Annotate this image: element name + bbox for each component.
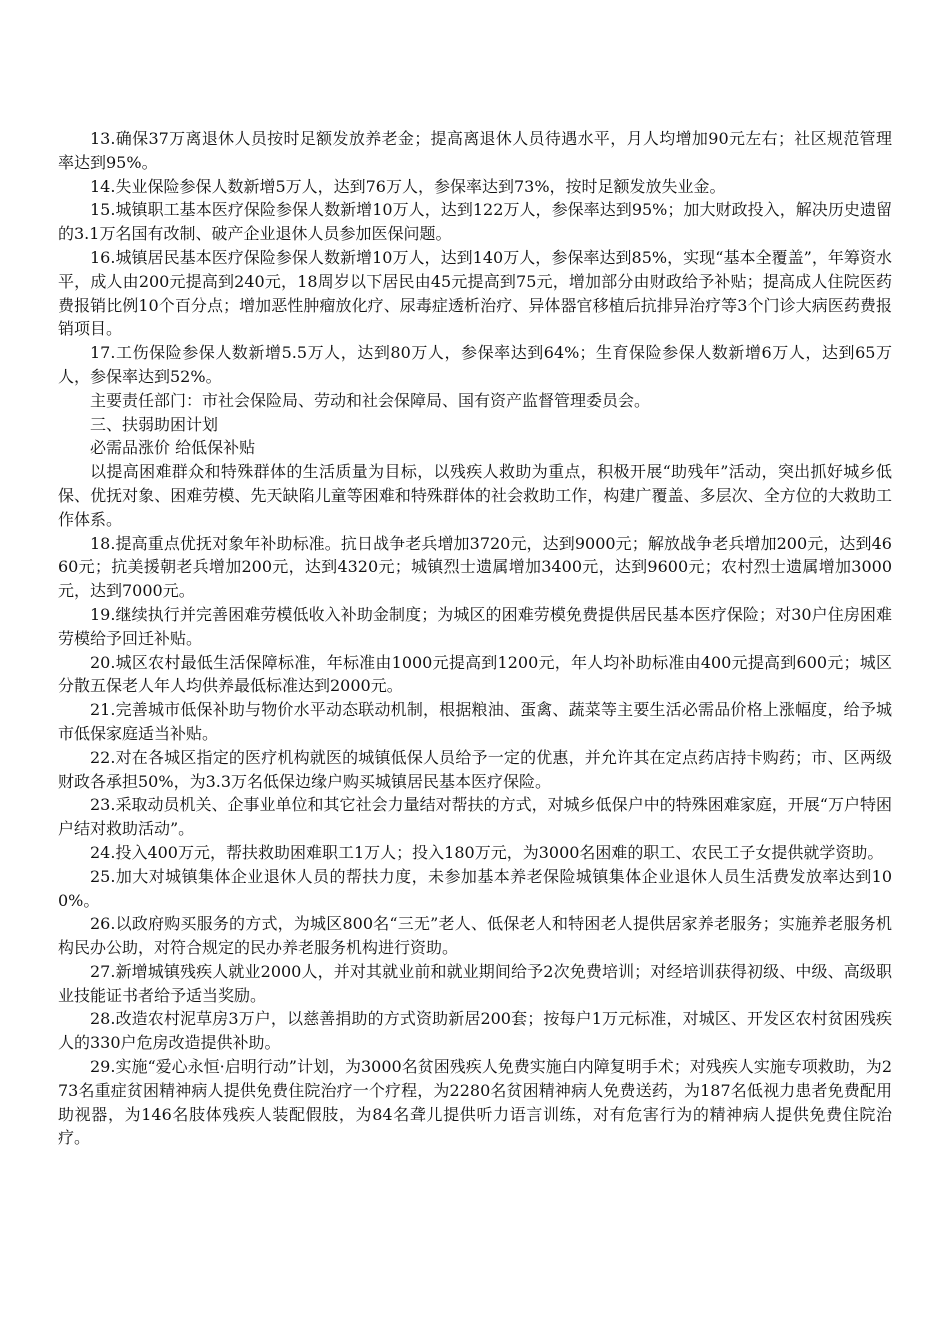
item-14-paragraph: 14.失业保险参保人数新增5万人，达到76万人，参保率达到73%，按时足额发放失业金。 <box>90 176 726 196</box>
item-22-paragraph: 22.对在各城区指定的医疗机构就医的城镇低保人员给予一定的优惠，并允许其在定点药店持卡购药；市、区两级财政各承担50%，为3.3万名低保边缘户购买城镇居民基本医疗保险。 <box>58 747 892 791</box>
section-intro-paragraph: 以提高困难群众和特殊群体的生活质量为目标，以残疾人救助为重点，积极开展“助残年”活动，突出抓好城乡低保、优抚对象、困难劳模、先天缺陷儿童等困难和特殊群体的社会救助工作，构建广覆盖、多层次、全方位的大救助工作体系。 <box>58 462 892 529</box>
item-16-paragraph: 16.城镇居民基本医疗保险参保人数新增10万人，达到140万人，参保率达到85%，实现“基本全覆盖”，年筹资水平，成人由200元提高到240元，18周岁以下居民由45元提高到75元，增加部分由财政给予补贴；提高成人住院医药费报销比例10个百分点；增加恶性肿瘤放化疗、尿毒症透析治疗、异体器官移植后抗排异治疗等3个门诊大病医药费报销项目。 <box>58 247 892 339</box>
item-27-paragraph: 27.新增城镇残疾人就业2000人，并对其就业前和就业期间给予2次免费培训；对经培训获得初级、中级、高级职业技能证书者给予适当奖励。 <box>58 961 892 1005</box>
responsible-departments-paragraph: 主要责任部门：市社会保险局、劳动和社会保障局、国有资产监督管理委员会。 <box>90 390 651 410</box>
item-23-paragraph: 23.采取动员机关、企事业单位和其它社会力量结对帮扶的方式，对城乡低保户中的特殊困难家庭，开展“万户特困户结对救助活动”。 <box>58 795 892 839</box>
item-24-paragraph: 24.投入400万元，帮扶救助困难职工1万人；投入180万元，为3000名困难的职工、农民工子女提供就学资助。 <box>90 842 884 862</box>
item-13-paragraph: 13.确保37万离退休人员按时足额发放养老金；提高离退休人员待遇水平，月人均增加90元左右；社区规范管理率达到95%。 <box>58 129 892 172</box>
item-18-paragraph: 18.提高重点优抚对象年补助标准。抗日战争老兵增加3720元，达到9000元；解放战争老兵增加200元，达到4660元；抗美援朝老兵增加200元，达到4320元；城镇烈士遗属增加3400元，达到9600元；农村烈士遗属增加3000元，达到7000元。 <box>58 533 892 601</box>
item-19-paragraph: 19.继续执行并完善困难劳模低收入补助金制度；为城区的困难劳模免费提供居民基本医疗保险；对30户住房困难劳模给予回迁补贴。 <box>58 604 892 648</box>
item-15-paragraph: 15.城镇职工基本医疗保险参保人数新增10万人，达到122万人，参保率达到95%；加大财政投入，解决历史遗留的3.1万名国有改制、破产企业退休人员参加医保问题。 <box>58 200 892 244</box>
item-21-paragraph: 21.完善城市低保补助与物价水平动态联动机制，根据粮油、蛋禽、蔬菜等主要生活必需品价格上涨幅度，给予城市低保家庭适当补贴。 <box>58 700 892 743</box>
item-17-paragraph: 17.工伤保险参保人数新增5.5万人，达到80万人，参保率达到64%；生育保险参保人数新增6万人，达到65万人，参保率达到52%。 <box>58 343 892 386</box>
item-28-paragraph: 28.改造农村泥草房3万户，以慈善捐助的方式资助新居200套；按每户1万元标准，对城区、开发区农村贫困残疾人的330户危房改造提供补助。 <box>58 1009 892 1053</box>
section-heading: 三、扶弱助困计划 <box>90 414 219 434</box>
document-body <box>58 127 892 1150</box>
sub-heading: 必需品涨价 给低保补贴 <box>90 438 256 458</box>
item-26-paragraph: 26.以政府购买服务的方式，为城区800名“三无”老人、低保老人和特困老人提供居家养老服务；实施养老服务机构民办公助，对符合规定的民办养老服务机构进行资助。 <box>58 914 892 958</box>
item-29-paragraph: 29.实施“爱心永恒·启明行动”计划，为3000名贫困残疾人免费实施白内障复明手术；对残疾人实施专项救助，为273名重症贫困精神病人提供免费住院治疗一个疗程，为2280名贫困精神病人免费送药，为187名低视力患者免费配用助视器，为146名肢体残疾人装配假肢，为84名聋儿提供听力语言训练，对有危害行为的精神病人提供免费住院治疗。 <box>58 1057 892 1148</box>
item-25-paragraph: 25.加大对城镇集体企业退休人员的帮扶力度，未参加基本养老保险城镇集体企业退休人员生活费发放率达到100%。 <box>58 866 892 910</box>
item-20-paragraph: 20.城区农村最低生活保障标准，年标准由1000元提高到1200元，年人均补助标准由400元提高到600元；城区分散五保老人年人均供养最低标准达到2000元。 <box>58 652 892 696</box>
